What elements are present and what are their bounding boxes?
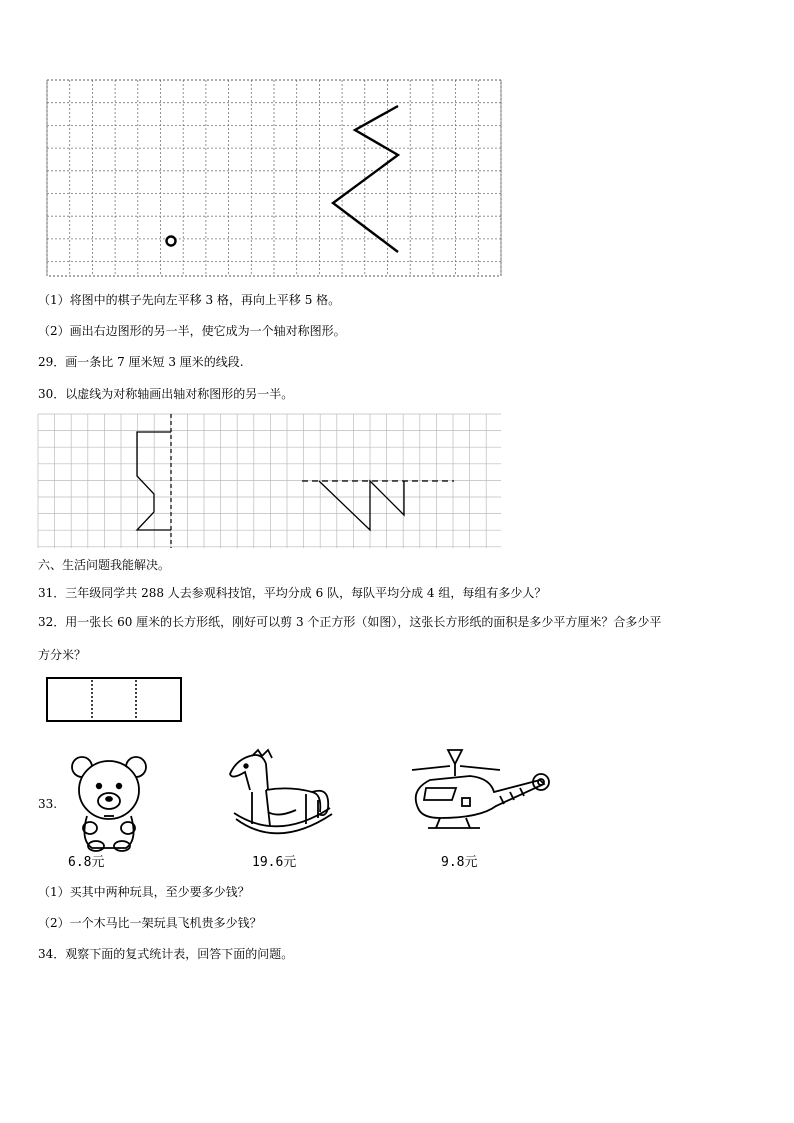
question-34: 34．观察下面的复式统计表，回答下面的问题。: [38, 947, 294, 961]
question-33-number: 33.: [38, 797, 58, 811]
teddy-bear-price: 6.8元: [68, 855, 105, 870]
section-6-heading: 六、生活问题我能解决。: [38, 558, 171, 572]
question-33-part1: （1）买其中两种玩具，至少要多少钱？: [38, 885, 250, 899]
question-28-part1: （1）将图中的棋子先向左平移 3 格，再向上平移 5 格。: [38, 293, 341, 307]
helicopter-price: 9.8元: [441, 855, 478, 870]
question-32-line2: 方分米？: [38, 648, 87, 662]
rocking-horse-price: 19.6元: [252, 855, 297, 870]
question-33-part2: （2）一个木马比一架玩具飞机贵多少钱？: [38, 916, 262, 930]
question-32-line1: 32．用一张长 60 厘米的长方形纸，刚好可以剪 3 个正方形（如图），这张长方形纸的面积是多少平方厘米？合多少平: [38, 615, 662, 629]
question-28-part2: （2）画出右边图形的另一半，使它成为一个轴对称图形。: [38, 324, 346, 338]
question-30: 30．以虚线为对称轴画出轴对称图形的另一半。: [38, 387, 294, 401]
question-29: 29．画一条比 7 厘米短 3 厘米的线段.: [38, 355, 244, 369]
question-31: 31．三年级同学共 288 人去参观科技馆，平均分成 6 队，每队平均分成 4 组，每组有多少人？: [38, 586, 547, 600]
